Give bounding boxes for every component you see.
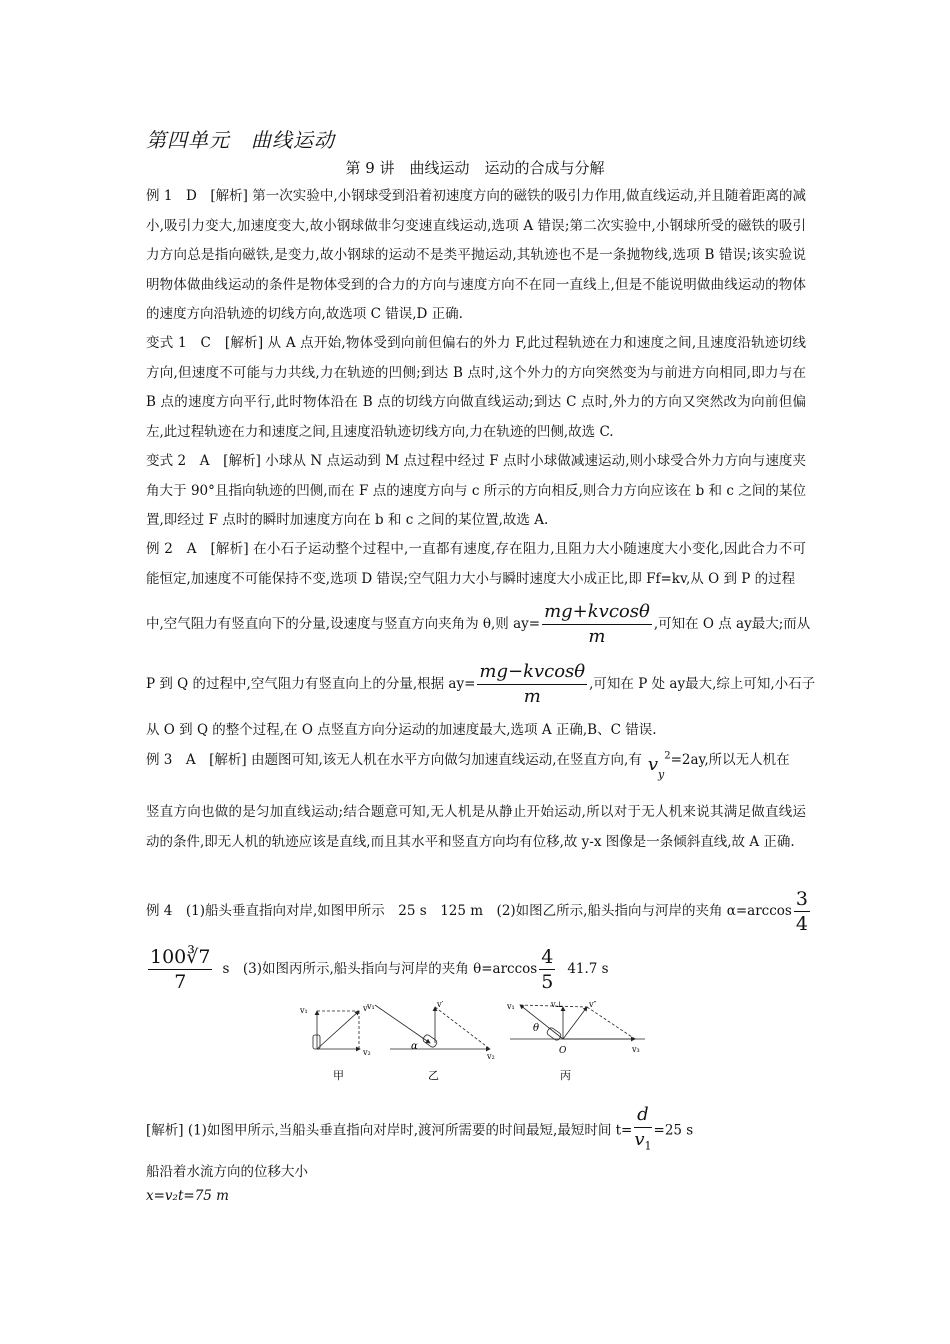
ay-fraction-2	[477, 660, 587, 709]
solution-time-result: =25 s	[653, 1122, 694, 1139]
time-formula-subscript: 1	[644, 1139, 652, 1153]
example-4-part-3-text: s (3)如图丙所示,船头指向与河岸的夹角 θ=arccos	[222, 961, 538, 977]
diagram-yi	[375, 1005, 490, 1049]
example-2-text-before-fraction-1: 中,空气阻力有竖直向下的分量,设速度与竖直方向夹角为 θ,则 ay=	[146, 616, 541, 632]
arccos-fraction-3-4	[794, 887, 810, 936]
jia-v1-label: v₁	[300, 1006, 308, 1015]
example-2-formula-line-2	[146, 660, 815, 709]
example-2-text-after-fraction-2: ,可知在 P 处 ay最大,综上可知,小石子	[589, 676, 816, 692]
unit-title: 第四单元 曲线运动	[146, 128, 335, 152]
fraction-3-4-denominator: 4	[795, 913, 808, 935]
example-4-line-1	[146, 887, 812, 936]
example-2-text-before-fraction-2: P 到 Q 的过程中,空气阻力有竖直向上的分量,根据 ay=	[146, 676, 476, 692]
diagram-label-yi: 乙	[428, 1069, 439, 1082]
bing-v1-label: v₁	[507, 1002, 515, 1011]
example-1-text: 例 1 D [解析] 第一次实验中,小钢球受到沿着初速度方向的磁铁的吸引力作用,做直线运动,并且随着距离的减小,吸引力变大,加速度变大,故小钢球做非匀变速直线运动,选项 A 错误;第二次实验中,小钢球所受的磁铁的吸引力方向总是指向磁铁,是变力,故小钢球的运动不是类平抛运动,其轨迹也不是一条抛物线,选项 B 错误;该实验说明物体做曲线运动的条件是物体受到的合力的方向与速度方向不在同一直线上,但是不能说明做曲线运动的物体的速度方向沿轨迹的切线方向,故选项 C 错误,D 正确.	[146, 188, 806, 322]
solution-line-3: x=v₂t=75 m	[146, 1188, 229, 1204]
bing-vperp-label: v⊥	[551, 1000, 564, 1009]
bing-theta-label: θ	[533, 1023, 540, 1034]
yi-v1-label: v₁	[367, 1002, 375, 1011]
example-4-line-2	[146, 945, 609, 994]
fraction-4-5-denominator: 5	[541, 971, 554, 993]
time-formula-numerator: d	[634, 1103, 651, 1128]
jia-v2-label: v₂	[363, 1048, 371, 1057]
example-4-time-answer: 41.7 s	[567, 961, 609, 977]
vy-subscript: y	[658, 767, 665, 781]
example-2-text-after-fraction-1: ,可知在 O 点 ay最大;而从	[653, 616, 811, 632]
velocity-diagrams	[295, 997, 665, 1087]
diagram-label-bing: 丙	[560, 1069, 571, 1082]
vy-squared: 2	[664, 750, 671, 762]
yi-vprime-label: v′	[437, 1000, 444, 1009]
diagram-bing	[510, 1005, 645, 1041]
time-fraction-denominator: 7	[174, 971, 187, 993]
example-3-line-1	[146, 748, 790, 781]
ay-fraction-2-denominator: m	[523, 686, 541, 707]
variant-1-text: 变式 1 C [解析] 从 A 点开始,物体受到向前但偏右的外力 F,此过程轨迹在力和速度之间,且速度沿轨迹切线方向,但速度不可能与力共线,力在轨迹的凹侧;到达 B 点时,这个外力的方向突然变为与前进方向相同,即力与在 B 点的速度方向平行,此时物体沿在 B 点的切线方向做直线运动;到达 C 点时,外力的方向又突然改为向前但偏左,此过程轨迹在力和速度之间,且速度沿轨迹切线方向,力在轨迹的凹侧,故选 C.	[146, 335, 806, 440]
bing-origin-label: O	[559, 1046, 567, 1056]
variant-2-text: 变式 2 A [解析] 小球从 N 点运动到 M 点过程中经过 F 点时小球做减速运动,则小球受合外力方向与速度夹角大于 90°且指向轨迹的凹侧,而在 F 点的速度方向与 c 所示的方向相反,则合力方向应该在 b 和 c 之间的某位置,即经过 F 点时的瞬时加速度方向在 b 和 c 之间的某位置,故选 A.	[146, 453, 806, 528]
example-3-text: 竖直方向也做的是匀加直线运动;结合题意可知,无人机是从静止开始运动,所以对于无人机来说其满足做直线运动的条件,即无人机的轨迹应该是直线,而且其水平和竖直方向均有位移,故 y-x 图像是一条倾斜直线,故 A 正确.	[146, 804, 806, 850]
lecture-title: 第 9 讲 曲线运动 运动的合成与分解	[345, 159, 605, 177]
example-3-text-end: =2ay,所以无人机在	[670, 752, 790, 768]
time-formula-fraction	[634, 1103, 651, 1159]
example-2-text: 例 2 A [解析] 在小石子运动整个过程中,一直都有速度,存在阻力,且阻力大小随速度大小变化,因此合力不可能恒定,加速度不可能保持不变,选项 D 错误;空气阻力大小与瞬时速度大小成正比,即 Ff=kv,从 O 到 P 的过程	[146, 541, 806, 587]
fraction-3-4-numerator: 3	[795, 888, 808, 910]
vy-symbol: v	[647, 754, 658, 775]
diagram-jia	[313, 1011, 360, 1049]
yi-v2-label: v₂	[487, 1052, 495, 1061]
time-formula-denominator	[634, 1128, 651, 1159]
time-formula-v: v	[634, 1129, 645, 1150]
ay-fraction-1-numerator: mg+kvcosθ	[542, 600, 652, 625]
example-3-text-start: 例 3 A [解析] 由题图可知,该无人机在水平方向做匀加速直线运动,在竖直方向,有	[146, 752, 642, 768]
arccos-fraction-4-5	[539, 945, 555, 994]
example-4-answer-text: 例 4 (1)船头垂直指向对岸,如图甲所示 25 s 125 m (2)如图乙所示,船头指向与河岸的夹角 α=arccos	[146, 903, 792, 919]
solution-line-1	[146, 1103, 693, 1159]
solution-text-start: [解析] (1)如图甲所示,当船头垂直指向对岸时,渡河所需要的时间最短,最短时间 t=	[146, 1122, 633, 1139]
yi-alpha-label: α	[411, 1041, 418, 1052]
example-2-conclusion: 从 O 到 Q 的整个过程,在 O 点竖直方向分运动的加速度最大,选项 A 正确,B、C 错误.	[146, 722, 657, 738]
example-2-formula-line-1	[146, 600, 810, 649]
bing-v3-label: v₃	[632, 1045, 640, 1054]
fraction-4-5-numerator: 4	[541, 946, 554, 968]
bing-vdoubleprime-label: v″	[589, 1000, 597, 1009]
ay-fraction-1	[542, 600, 652, 649]
ay-fraction-1-denominator: m	[588, 626, 606, 647]
time-fraction	[148, 945, 212, 994]
time-fraction-numerator: 100∛7	[150, 946, 211, 968]
ay-fraction-2-numerator: mg−kvcosθ	[477, 660, 587, 685]
diagram-label-jia: 甲	[333, 1069, 344, 1082]
solution-line-2: 船沿着水流方向的位移大小	[146, 1164, 308, 1180]
jia-v-label: v	[363, 1004, 368, 1013]
